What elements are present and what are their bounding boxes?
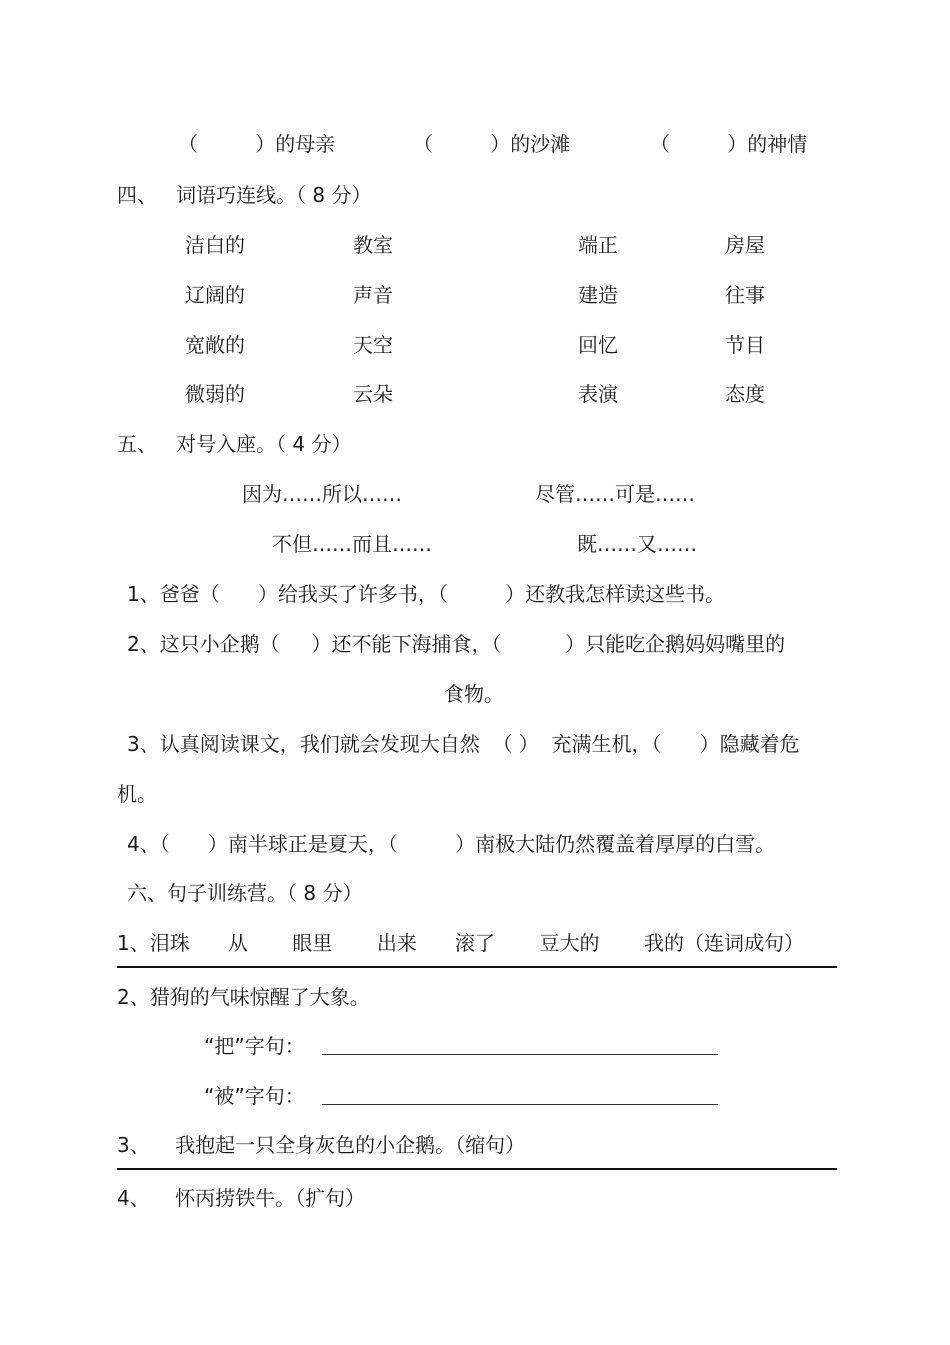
section5-heading: 五、 对号入座。（ 4 分） (117, 432, 352, 456)
phrase-beach: （ ）的沙滩 (413, 132, 571, 156)
connector-option: 尽管……可是…… (535, 482, 695, 506)
section5-question-3-continued: 机。 (117, 782, 157, 806)
word-col4: 节目 (725, 333, 765, 357)
section5-question-3: 3、认真阅读课文，我们就会发现大自然 （ ） 充满生机，（ ）隐藏着危 (127, 732, 800, 756)
section5-question-4: 4、（ ）南半球正是夏天，（ ）南极大陆仍然覆盖着厚厚的白雪。 (127, 832, 776, 856)
phrase-mother: （ ）的母亲 (178, 132, 336, 156)
answer-line-1[interactable] (117, 966, 837, 968)
word-col3: 建造 (578, 283, 618, 307)
word-col2: 云朵 (353, 382, 393, 406)
section6-question-4: 4、 怀丙捞铁牛。（扩句） (117, 1186, 366, 1210)
phrase-expression: （ ）的神情 (650, 132, 808, 156)
word-col3: 表演 (578, 382, 618, 406)
section6-question-2: 2、猎狗的气味惊醒了大象。 (117, 985, 370, 1009)
answer-line-3[interactable] (117, 1168, 837, 1170)
word-col2: 声音 (353, 283, 393, 307)
word-col4: 态度 (725, 382, 765, 406)
section5-question-1: 1、爸爸（ ）给我买了许多书，（ ）还教我怎样读这些书。 (127, 582, 726, 606)
word-col2: 天空 (353, 333, 393, 357)
connector-option: 因为……所以…… (242, 482, 402, 506)
word-col1: 微弱的 (185, 382, 245, 406)
word-col3: 端正 (578, 233, 618, 257)
word-col2: 教室 (353, 233, 393, 257)
connector-option: 既……又…… (577, 532, 697, 556)
bei-sentence-blank[interactable] (322, 1104, 718, 1105)
section6-question-1: 1、泪珠 从 眼里 出来 滚了 豆大的 我的（连词成句） (117, 931, 805, 955)
word-col1: 宽敞的 (185, 333, 245, 357)
section6-question-3: 3、 我抱起一只全身灰色的小企鹅。（缩句） (117, 1133, 526, 1157)
section5-question-2-continued: 食物。 (444, 682, 504, 706)
word-col4: 房屋 (725, 233, 765, 257)
word-col1: 辽阔的 (185, 283, 245, 307)
ba-sentence-blank[interactable] (322, 1054, 718, 1055)
section5-question-2: 2、这只小企鹅（ ）还不能下海捕食，（ ）只能吃企鹅妈妈嘴里的 (127, 632, 786, 656)
connector-option: 不但……而且…… (272, 532, 432, 556)
ba-sentence-label: “把”字句： (204, 1034, 305, 1058)
section4-heading: 四、 词语巧连线。（ 8 分） (117, 183, 372, 207)
word-col1: 洁白的 (185, 233, 245, 257)
bei-sentence-label: “被”字句： (204, 1084, 305, 1108)
word-col3: 回忆 (578, 333, 618, 357)
word-col4: 往事 (725, 283, 765, 307)
section6-heading: 六、句子训练营。（ 8 分） (127, 881, 363, 905)
